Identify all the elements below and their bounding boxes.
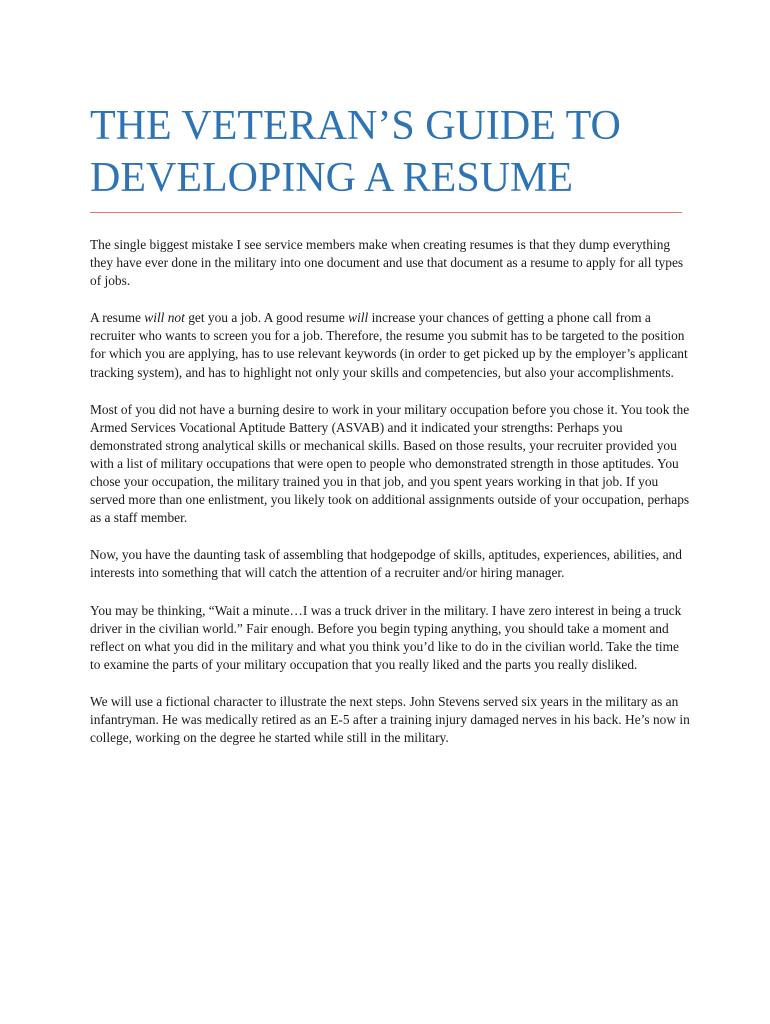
paragraph-3: Most of you did not have a burning desire to work in your military occupation before you chose it. You took the Armed Services Vocational Aptitude Battery (ASVAB) and it indicated your strengths: Perhaps you demonstrated strong analytical skills or mechanical skills. Based on those results, your recruiter provided you with a list of military occupations that were open to people who demonstrated strength in those aptitudes. You chose your occupation, the military trained you in that job, and you spent years working in that job. If you served more than one enlistment, you likely took on additional assignments outside of your occupation, perhaps as a staff member. bbox=[90, 401, 690, 526]
document-body bbox=[90, 236, 690, 766]
paragraph-6: We will use a fictional character to illustrate the next steps. John Stevens served six years in the military as an infantryman. He was medically retired as an E-5 after a training injury damaged nerves in his back. He’s now in college, working on the degree he started while still in the military. bbox=[90, 693, 690, 746]
paragraph-2-text-a: A resume bbox=[90, 310, 145, 326]
paragraph-4: Now, you have the daunting task of assembling that hodgepodge of skills, aptitudes, experiences, abilities, and interests into something that will catch the attention of a recruiter and/or hiring manager. bbox=[90, 547, 682, 581]
title-line-1: THE VETERAN’S GUIDE TO bbox=[90, 103, 621, 149]
paragraph-2-italic-b: will bbox=[348, 310, 369, 326]
paragraph-2 bbox=[90, 309, 690, 381]
paragraph-2-text-c: increase your chances of getting a phone call from a recruiter who wants to screen you for a job. Therefore, the resume you submit has to be targeted to the position for which you are applying, has to use relevant keywords (in order to get picked up by the employer’s applicant tracking system), and has to highlight not only your skills and competencies, but also your accomplishments. bbox=[90, 310, 688, 380]
paragraph-2-text-b: get you a job. A good resume bbox=[184, 310, 349, 326]
paragraph-2-italic-a: will not bbox=[144, 310, 185, 326]
title-divider bbox=[90, 212, 682, 213]
document-title bbox=[90, 100, 690, 204]
paragraph-5: You may be thinking, “Wait a minute…I was a truck driver in the military. I have zero interest in being a truck driver in the civilian world.” Fair enough. Before you begin typing anything, you should take a moment and reflect on what you did in the military and what you think you’d like to do in the civilian world. Take the time to examine the parts of your military occupation that you really liked and the parts you really disliked. bbox=[90, 602, 682, 672]
paragraph-1: The single biggest mistake I see service members make when creating resumes is that they dump everything they have ever done in the military into one document and use that document as a resume to apply for all types of jobs. bbox=[90, 237, 684, 289]
title-line-2: DEVELOPING A RESUME bbox=[90, 155, 574, 201]
